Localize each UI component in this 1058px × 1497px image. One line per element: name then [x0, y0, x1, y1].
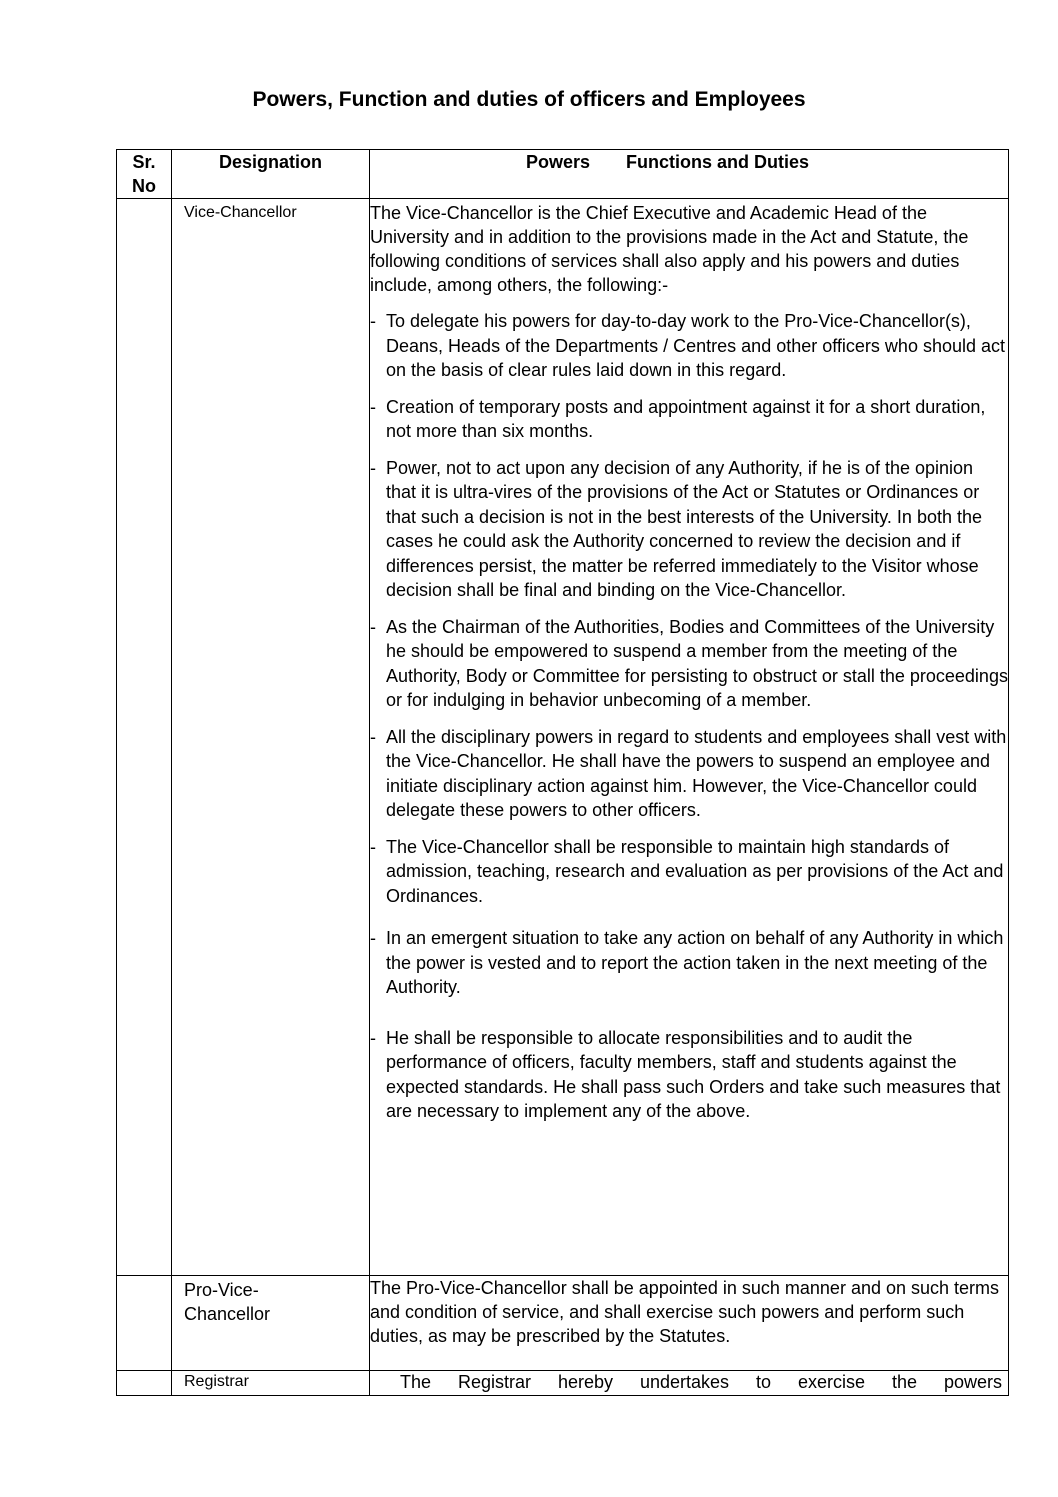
table-row-registrar — [117, 1371, 1009, 1396]
header-designation-label: Designation — [218, 152, 322, 172]
duties-cell — [370, 1276, 1009, 1371]
duty-item: - All the disciplinary powers in regard to students and employees shall vest with the Vice-Chancellor. He shall have the powers to suspend an employee and initiate disciplinary action against him. However, the Vice-Chancellor could delegate these powers to other officers. — [370, 726, 1007, 820]
designation-text: Pro-Vice-Chancellor — [184, 1280, 271, 1324]
duty-item: - As the Chairman of the Authorities, Bodies and Committees of the University he should be empowered to suspend a member from the meeting of the Authority, Body or Committee for persisting to obstruct or stall the proceedings or for indulging in behavior unbecoming of a member. — [370, 616, 1008, 710]
duties-cell — [370, 1371, 1009, 1396]
duty-item-text: All the disciplinary powers in regard to students and employees shall vest with the Vice-Chancellor. He shall have the powers to suspend an employee and initiate disciplinary action against him. However, the Vice-Chancellor could delegate these powers to other officers. — [386, 726, 1007, 820]
duty-item: - In an emergent situation to take any action on behalf of any Authority in which the power is vested and to report the action taken in the next meeting of the Authority. — [370, 928, 1004, 997]
duty-item-text: Power, not to act upon any decision of any Authority, if he is of the opinion that it is ultra-vires of the provisions of the Act or Statutes or Ordinances or that such a decision is not in the best interests of the University. In both the cases he could ask the Authority concerned to review the decision and if differences persist, the matter be referred immediately to the Visitor whose decision shall be final and binding on the Vice-Chancellor. — [386, 457, 982, 600]
duty-item: - To delegate his powers for day-to-day work to the Pro-Vice-Chancellor(s), Deans, Heads of the Departments / Centres and other officers who should act on the basis of clear rules laid down in this regard. — [370, 311, 1006, 380]
designation-cell — [172, 1371, 370, 1396]
header-sr-no-label: Sr. No — [132, 152, 156, 196]
designation-cell — [172, 1276, 370, 1371]
duties-table — [116, 149, 1009, 1396]
header-sr-no — [117, 150, 172, 199]
duty-item: - Power, not to act upon any decision of any Authority, if he is of the opinion that it is ultra-vires of the provisions of the Act or Statutes or Ordinances or that such a decision is not in the best interests of the University. In both the cases he could ask the Authority concerned to review the decision and if differences persist, the matter be referred immediately to the Visitor whose decision shall be final and binding on the Vice-Chancellor. — [370, 457, 982, 600]
sr-cell — [117, 199, 172, 1276]
table-row-vice-chancellor — [117, 199, 1009, 1276]
designation-text: Registrar — [184, 1373, 249, 1390]
duties-paragraph: The Registrar hereby undertakes to exercise the powers — [400, 1372, 1002, 1392]
duties-paragraph: The Pro-Vice-Chancellor shall be appointed in such manner and on such terms and condition of service, and shall exercise such powers and perform such duties, as may be prescribed by the Statutes. — [370, 1278, 1000, 1346]
duty-item: - He shall be responsible to allocate responsibilities and to audit the performance of officers, faculty members, staff and students against the expected standards. He shall pass such Orders and take such measures that are necessary to implement any of the above. — [370, 1027, 1001, 1121]
header-designation — [172, 150, 370, 199]
duty-item-text: The Vice-Chancellor shall be responsible to maintain high standards of admission, teaching, research and evaluation as per provisions of the Act and Ordinances. — [386, 836, 1004, 906]
page-title: Powers, Function and duties of officers and Employees — [252, 88, 806, 111]
header-powers-functions — [370, 150, 1009, 199]
duty-item-text: As the Chairman of the Authorities, Bodies and Committees of the University he should be empowered to suspend a member from the meeting of the Authority, Body or Committee for persisting to obstruct or stall the proceedings or for indulging in behavior unbecoming of a member. — [386, 616, 1008, 710]
duty-item-text: Creation of temporary posts and appointment against it for a short duration, not more than six months. — [386, 396, 986, 441]
sr-cell — [117, 1276, 172, 1371]
table-row-pro-vice-chancellor — [117, 1276, 1009, 1371]
header-functions-label: Functions and Duties — [626, 152, 810, 172]
duty-item-text: He shall be responsible to allocate responsibilities and to audit the performance of officers, faculty members, staff and students against the expected standards. He shall pass such Orders and take such measures that are necessary to implement any of the above. — [386, 1027, 1001, 1121]
table-header-row — [117, 150, 1009, 199]
header-powers-label: Powers — [526, 152, 591, 172]
duties-cell — [370, 199, 1009, 1276]
intro-paragraph: The Vice-Chancellor is the Chief Executive and Academic Head of the University and in addition to the provisions made in the Act and Statute, the following conditions of services shall also apply and his powers and duties include, among others, the following:- — [370, 203, 969, 295]
duty-item: - Creation of temporary posts and appointment against it for a short duration, not more than six months. — [370, 396, 986, 441]
duty-item: - The Vice-Chancellor shall be responsible to maintain high standards of admission, teaching, research and evaluation as per provisions of the Act and Ordinances. — [370, 836, 1004, 906]
duty-item-text: In an emergent situation to take any action on behalf of any Authority in which the power is vested and to report the action taken in the next meeting of the Authority. — [386, 928, 1004, 997]
sr-cell — [117, 1371, 172, 1396]
duty-item-text: To delegate his powers for day-to-day work to the Pro-Vice-Chancellor(s), Deans, Heads of the Departments / Centres and other officers who should act on the basis of clear rules laid down in this regard. — [386, 311, 1006, 380]
designation-cell — [172, 199, 370, 1276]
designation-text: Vice-Chancellor — [184, 204, 297, 221]
